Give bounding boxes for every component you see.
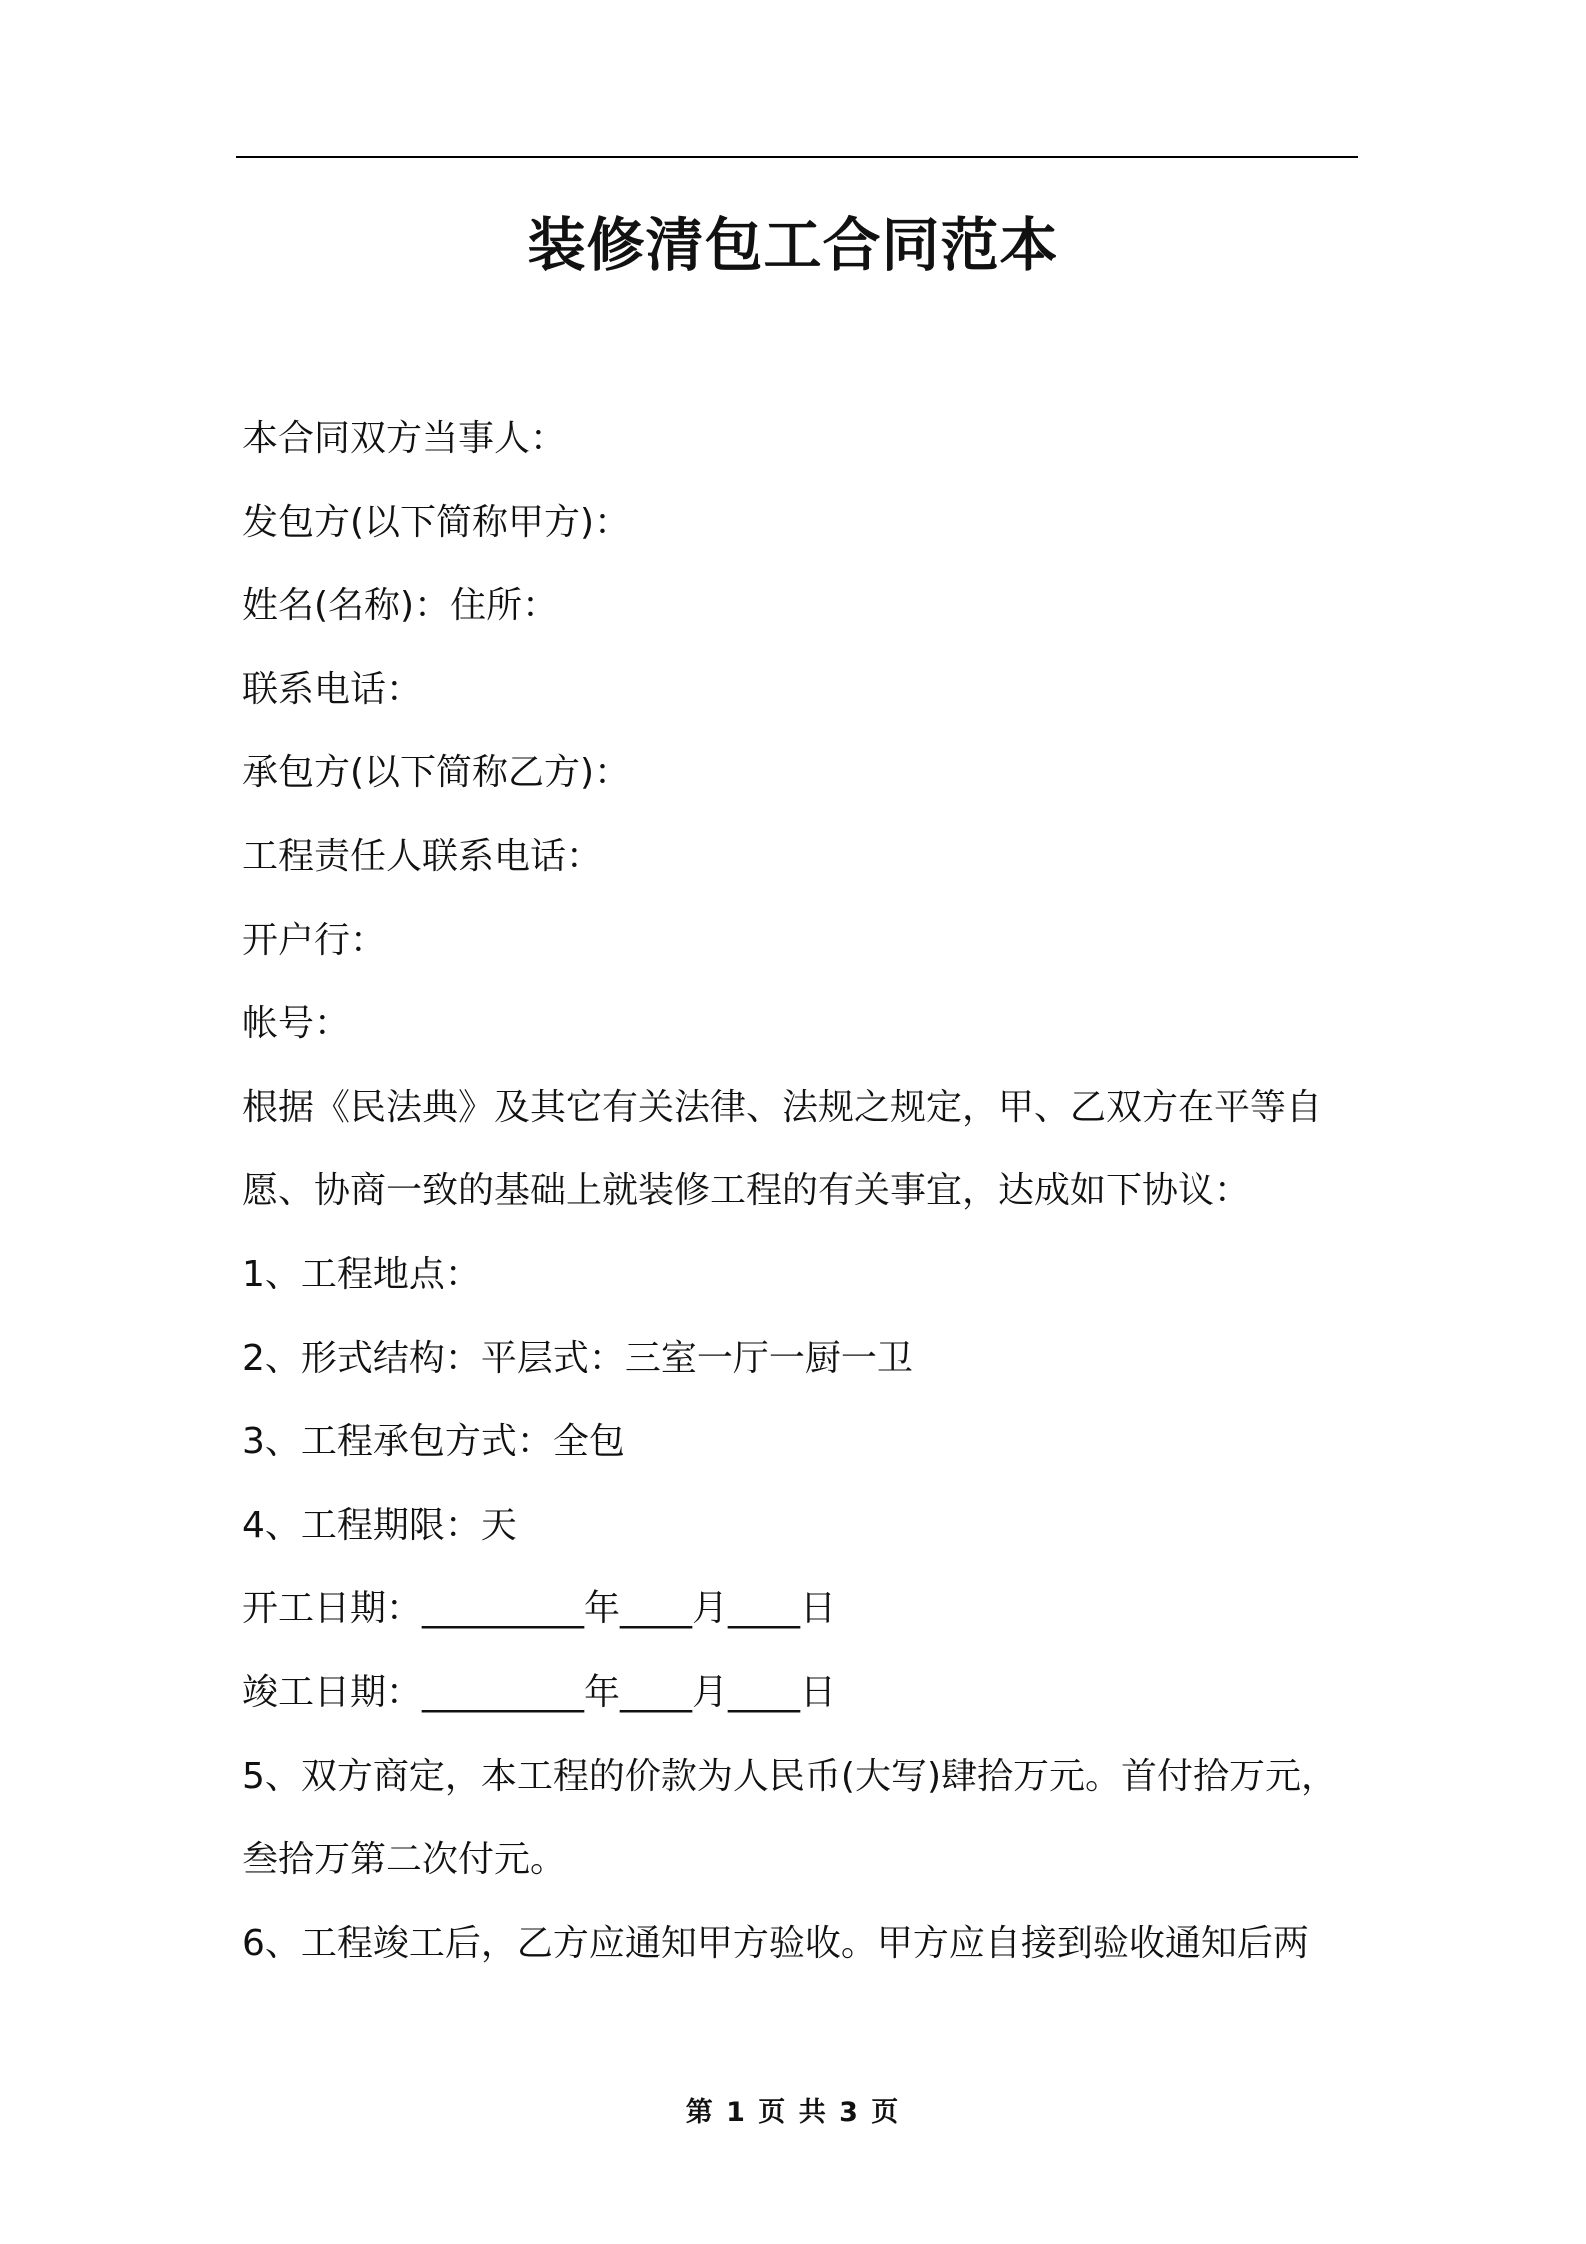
body-line: 2、形式结构：平层式：三室一厅一厨一卫 bbox=[242, 1337, 913, 1379]
body-line: 6、工程竣工后，乙方应通知甲方验收。甲方应自接到验收通知后两 bbox=[242, 1922, 1309, 1964]
body-line: 5、双方商定，本工程的价款为人民币(大写)肆拾万元。首付拾万元， bbox=[242, 1755, 1337, 1797]
body-line: 4、工程期限：天 bbox=[242, 1504, 517, 1546]
body-line: 开工日期：_________年____月____日 bbox=[242, 1588, 837, 1630]
body-line: 发包方(以下简称甲方)： bbox=[242, 501, 631, 543]
body-line: 姓名(名称)：住所： bbox=[242, 585, 559, 627]
document-body bbox=[242, 404, 1372, 1992]
body-line: 本合同双方当事人： bbox=[242, 418, 567, 459]
body-line: 开户行： bbox=[242, 919, 387, 961]
header-rule bbox=[236, 156, 1358, 158]
body-line: 3、工程承包方式：全包 bbox=[242, 1421, 625, 1463]
document-title: 装修清包工合同范本 bbox=[527, 211, 1059, 279]
body-line: 承包方(以下简称乙方)： bbox=[242, 752, 631, 794]
body-line: 工程责任人联系电话： bbox=[242, 835, 603, 877]
body-line: 叁拾万第二次付元。 bbox=[242, 1839, 567, 1881]
body-line: 1、工程地点： bbox=[242, 1253, 481, 1295]
body-line: 帐号： bbox=[242, 1003, 351, 1045]
page-number-footer: 第 1 页 共 3 页 bbox=[685, 2097, 901, 2128]
body-line: 联系电话： bbox=[242, 668, 423, 710]
body-line: 愿、协商一致的基础上就装修工程的有关事宜，达成如下协议： bbox=[242, 1170, 1251, 1212]
body-line: 根据《民法典》及其它有关法律、法规之规定，甲、乙双方在平等自 bbox=[242, 1086, 1323, 1128]
body-line: 竣工日期：_________年____月____日 bbox=[242, 1671, 837, 1713]
